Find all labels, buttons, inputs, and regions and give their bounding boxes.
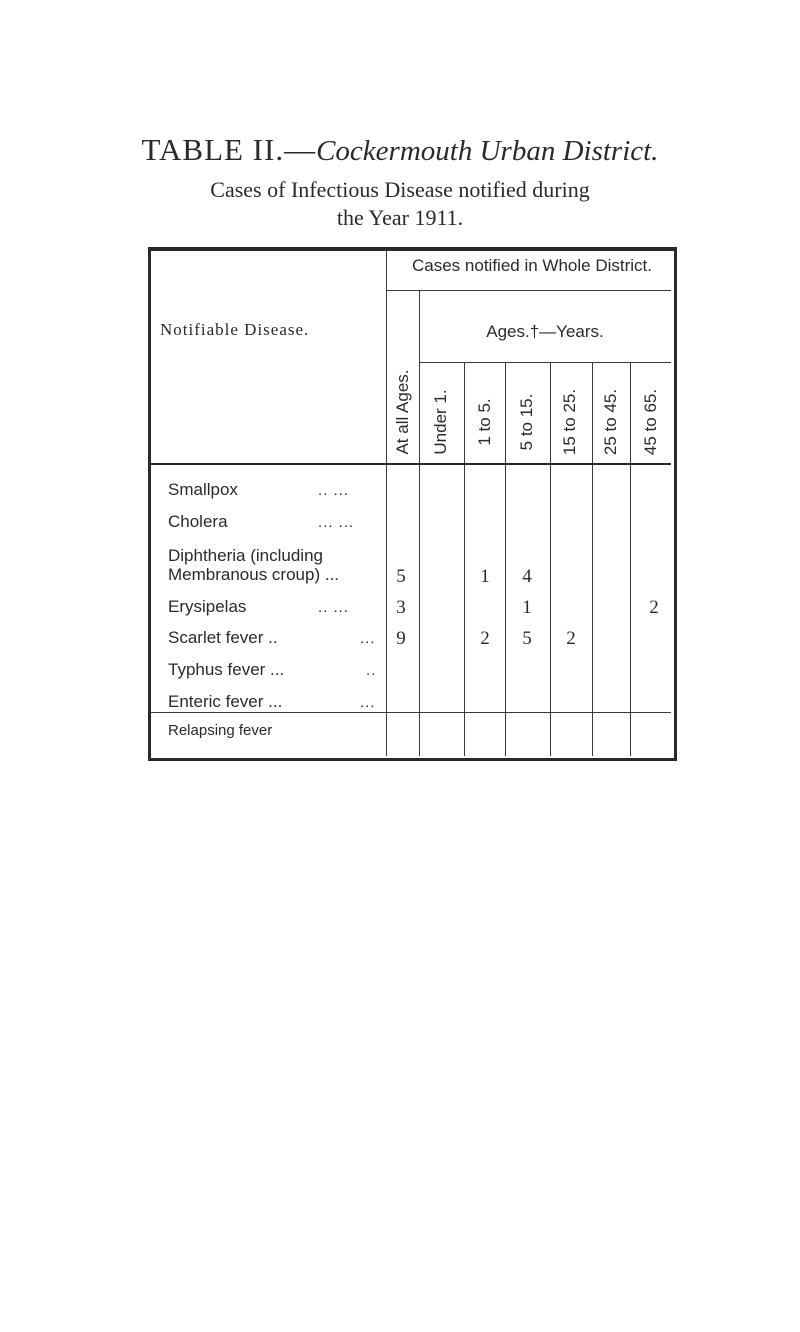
col-under-1: Under 1. — [431, 389, 450, 455]
cell-scarlet-15to25: 2 — [566, 628, 576, 649]
col-25-to-45: 25 to 45. — [601, 388, 620, 456]
col-1-to-5: 1 to 5. — [475, 398, 494, 446]
cell-scarlet-1to5: 2 — [480, 628, 490, 649]
header-ages-group: Ages.†—Years. — [486, 322, 604, 341]
row-dots-smallpox: .. ... — [318, 482, 350, 499]
rule-disease — [386, 251, 387, 756]
cell-erysipelas-all: 3 — [396, 597, 406, 618]
row-label-erysipelas: Erysipelas — [168, 597, 247, 616]
rule-25to45 — [630, 362, 631, 756]
cell-diphtheria-1to5: 1 — [480, 566, 490, 587]
row-label-smallpox: Smallpox — [168, 480, 238, 499]
row-label-diphtheria: Diphtheria (including — [168, 546, 323, 565]
title-place: Cockermouth Urban District. — [316, 135, 659, 167]
row-dots-cholera: ... ... — [318, 514, 355, 531]
header-notifiable-disease: Notifiable Disease. — [160, 320, 310, 339]
col-45-to-65: 45 to 65. — [641, 388, 660, 456]
rule-15to25 — [592, 362, 593, 756]
row-label-typhus: Typhus fever ... — [168, 660, 285, 679]
rule-header-bottom — [150, 463, 671, 465]
row-label-enteric: Enteric fever ... — [168, 692, 283, 711]
rule-totals — [150, 712, 671, 713]
row-dots-enteric: ... — [360, 694, 376, 711]
cell-erysipelas-45to65: 2 — [649, 597, 659, 618]
header-cases-notified: Cases notified in Whole District. — [412, 256, 652, 275]
row-dots-scarlet-fever: ... — [360, 630, 376, 647]
cell-diphtheria-5to15: 4 — [522, 566, 532, 587]
row-dots-typhus: .. — [366, 662, 377, 679]
cell-diphtheria-all: 5 — [396, 566, 406, 587]
row-dots-erysipelas: .. ... — [318, 599, 350, 616]
rule-under-cases — [387, 290, 671, 291]
cell-erysipelas-5to15: 1 — [522, 597, 532, 618]
rule-1to5 — [505, 362, 506, 756]
cell-scarlet-5to15: 5 — [522, 628, 532, 649]
row-label-cholera: Cholera — [168, 512, 228, 531]
subtitle-line-2: the Year 1911. — [336, 205, 464, 230]
col-all-ages: At all Ages. — [393, 369, 412, 455]
title-prefix: TABLE II.— — [141, 132, 317, 167]
rule-5to15 — [550, 362, 551, 756]
col-15-to-25: 15 to 25. — [560, 388, 579, 456]
row-label-scarlet-fever: Scarlet fever .. — [168, 628, 278, 647]
row-label-relapsing: Relapsing fever — [168, 722, 273, 739]
rule-all-ages — [419, 290, 420, 756]
rule-under-ages — [420, 362, 671, 363]
table-title — [0, 132, 800, 168]
subtitle-line-1: Cases of Infectious Disease notified during — [210, 177, 590, 202]
cell-scarlet-all: 9 — [396, 628, 406, 649]
col-5-to-15: 5 to 15. — [517, 393, 536, 451]
row-label-diphtheria-2: Membranous croup) ... — [168, 565, 340, 584]
rule-under1 — [464, 362, 465, 756]
